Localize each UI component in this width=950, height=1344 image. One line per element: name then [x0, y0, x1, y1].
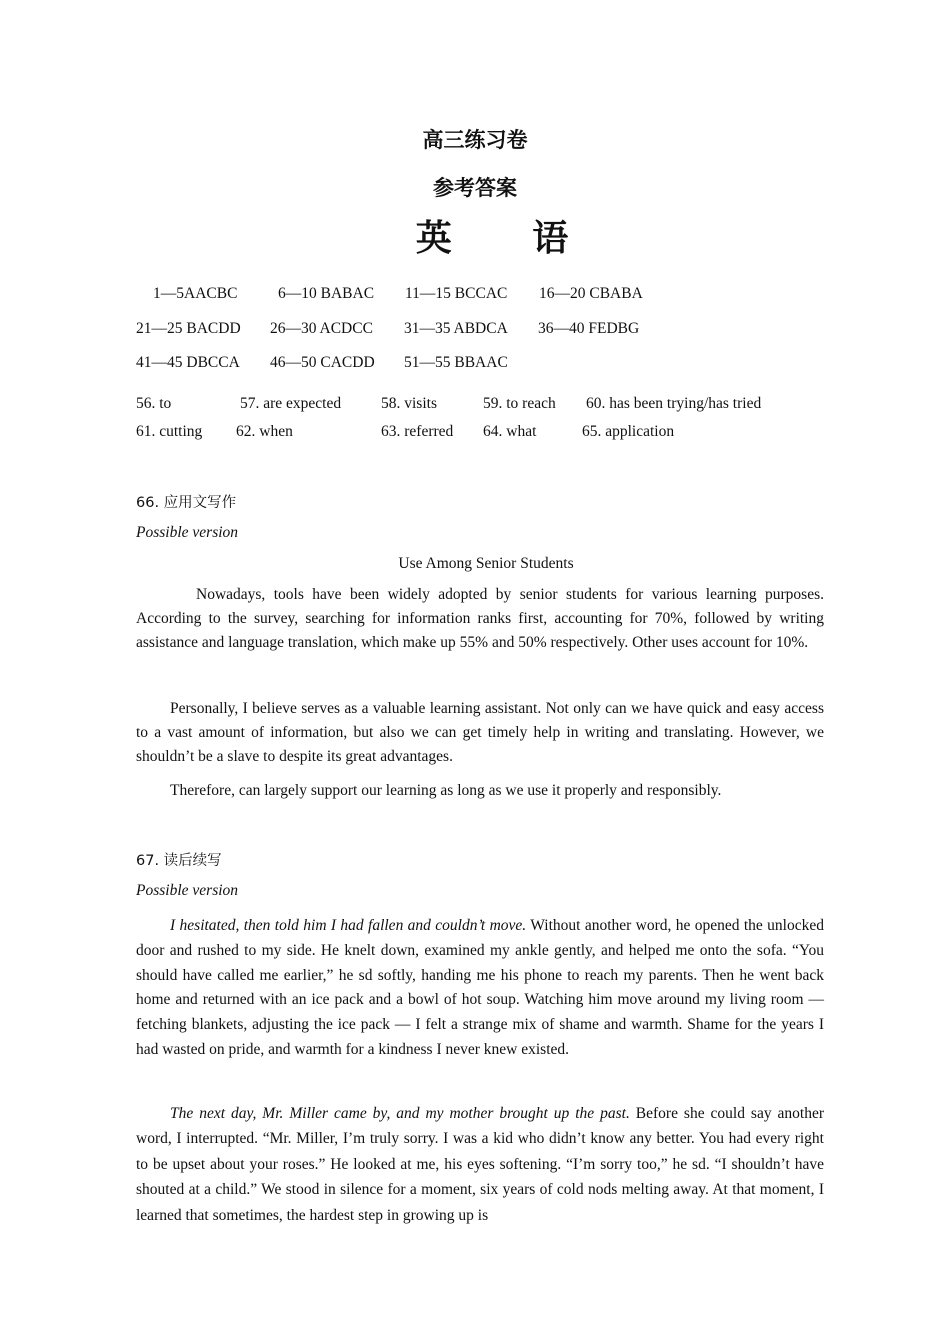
fill-answer: 58. visits — [381, 395, 437, 412]
essay-paragraph-2-text: Personally, I believe serves as a valuable learning assistant. Not only can we have quick and easy access to a vast amount of information, but also we can get timely help in writing and translating. However, we shouldn’t be a slave to despite its great advantages. — [136, 700, 824, 765]
fill-answer: 65. application — [582, 423, 675, 440]
choice-group: 51—55 BBAAC — [404, 354, 508, 371]
choice-group: 11—15 BCCAC — [405, 285, 508, 302]
continuation-lead-1: I hesitated, then told him I had fallen and couldn’t move. — [170, 917, 527, 934]
fill-answer: 63. referred — [381, 423, 454, 440]
continuation-body-2: Before she could say another word, I interrupted. “Mr. Miller, I’m truly sorry. I was a kid who didn’t know any better. You had every right to be upset about your roses.” He looked at me, his eyes softening. “I’m sorry too,” he sd. “I shouldn’t have shouted at a child.” We stood in silence for a moment, six years of cold nods melting away. At that moment, I learned that sometimes, the hardest step in growing up is — [136, 1105, 824, 1224]
essay-title: Use Among Senior Students — [398, 555, 574, 572]
doc-subtitle: 参考答案 — [433, 176, 517, 200]
fill-answer: 60. has been trying/has tried — [586, 395, 762, 412]
choice-group: 1—5AACBC — [153, 285, 238, 302]
essay-paragraph-1-text: Nowadays, tools have been widely adopted by senior students for various learning purposes. According to the survey, searching for information ranks first, accounting for 70%, followed by writing assistance and language translation, which make up 55% and 50% respectively. Other uses account for 10%. — [136, 586, 824, 651]
fill-answer: 61. cutting — [136, 423, 203, 440]
essay-paragraph-3 — [136, 779, 824, 803]
choice-group: 41—45 DBCCA — [136, 354, 240, 371]
choice-group: 21—25 BACDD — [136, 320, 241, 337]
choice-group: 6—10 BABAC — [278, 285, 375, 302]
section-67-version-label: Possible version — [136, 882, 239, 899]
section-66-version-label: Possible version — [136, 524, 239, 541]
choice-group: 46—50 CACDD — [270, 354, 375, 371]
section-66-heading: 66. 应用文写作 — [136, 495, 237, 511]
choice-group: 31—35 ABDCA — [404, 320, 508, 337]
choice-group: 36—40 FEDBG — [538, 320, 640, 337]
doc-title: 高三练习卷 — [422, 128, 528, 152]
subject-heading: 英 语 — [415, 218, 603, 259]
continuation-body-1: Without another word, he opened the unlocked door and rushed to my side. He knelt down, examined my ankle gently, and helped me onto the sofa. “You should have called me earlier,” he sd softly, handing me his phone to reach my parents. Then he went back home and returned with an ice pack and a bowl of hot soup. Watching him move around my living room — fetching blankets, adjusting the ice pack — I felt a strange mix of shame and warmth. Shame for the years I had wasted on pride, and warmth for a kindness I never knew existed. — [136, 917, 824, 1058]
fill-answer: 57. are expected — [240, 395, 342, 412]
continuation-paragraph-2 — [136, 1101, 824, 1228]
continuation-paragraph-1 — [136, 914, 824, 1063]
choice-group: 26—30 ACDCC — [270, 320, 373, 337]
fill-answer: 59. to reach — [483, 395, 556, 412]
fill-answer: 56. to — [136, 395, 172, 412]
continuation-lead-2: The next day, Mr. Miller came by, and my mother brought up the past. — [170, 1105, 630, 1122]
fill-answer: 62. when — [236, 423, 293, 440]
essay-paragraph-3-text: Therefore, can largely support our learning as long as we use it properly and responsibly. — [170, 782, 722, 799]
fill-answer: 64. what — [483, 423, 537, 440]
section-67-heading: 67. 读后续写 — [136, 853, 222, 869]
choice-group: 16—20 CBABA — [539, 285, 643, 302]
essay-paragraph-1 — [136, 583, 824, 655]
essay-paragraph-2 — [136, 697, 824, 769]
